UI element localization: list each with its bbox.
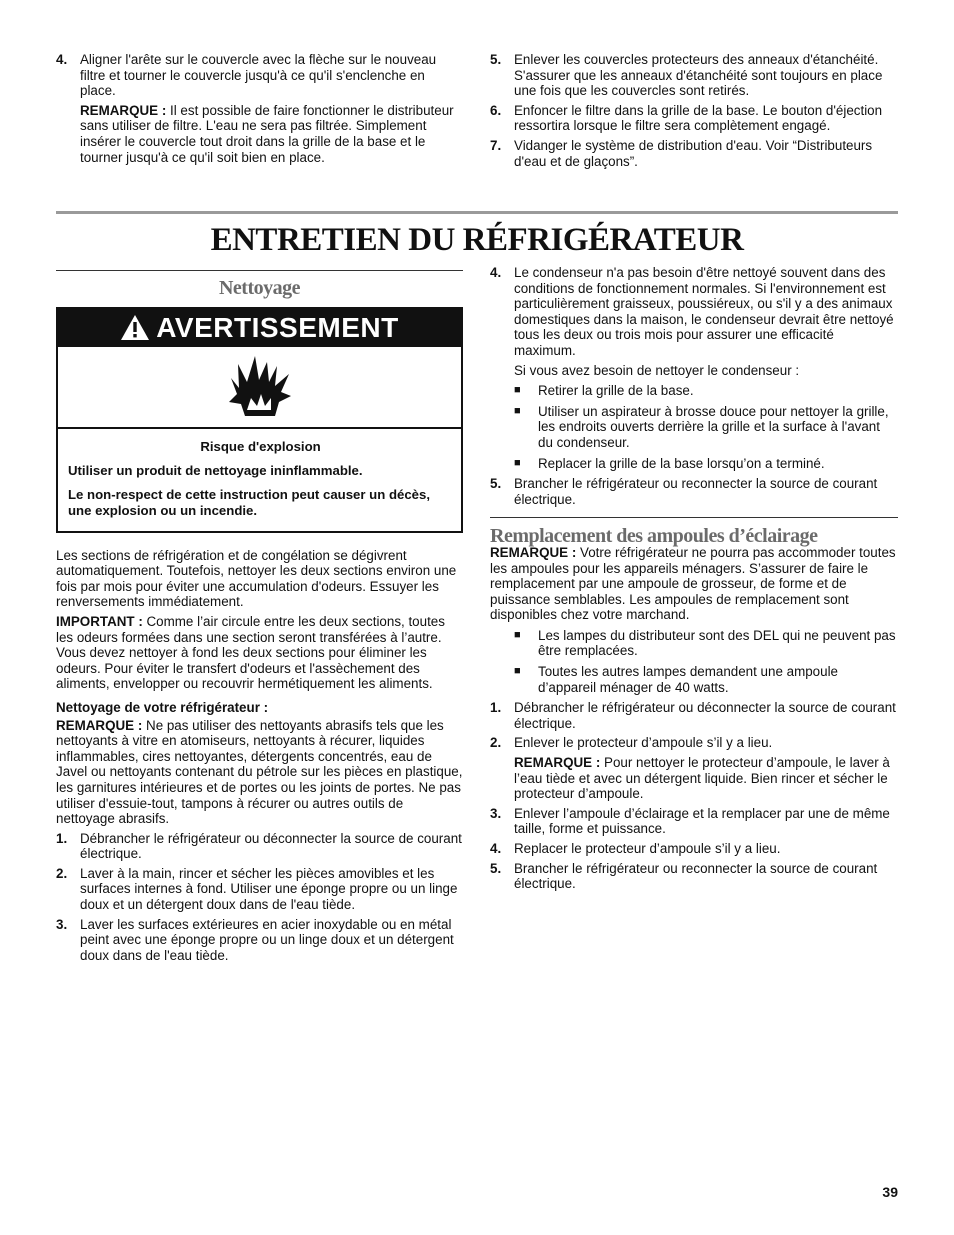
step-text: Débrancher le réfrigérateur ou déconnecter la source de courant électrique. [80,830,462,862]
step-item [490,841,898,857]
note-text: Il est possible de faire fonctionner le distributeur sans utiliser de filtre. L'eau ne sera pas filtrée. Simplement insérer le couvercle tout droit dans la grille de la base et le tourner jusqu'à ce qu'il soit bien en place. [80,102,454,165]
note-label: REMARQUE : [80,102,167,118]
list-item [490,664,898,695]
step-item [56,866,463,913]
step-item [56,917,463,964]
note-text: Votre réfrigérateur ne pourra pas accommoder toutes les ampoules pour les appareils ménagers. S’assurer de faire le remplacement par une ampoule de grosseur, de forme et de puissance semblables. Les ampoules de remplacement sont disponibles chez votre marchand. [490,544,896,623]
step-item [490,700,898,731]
step-text: Laver à la main, rincer et sécher les pièces amovibles et les surfaces internes à fond. Utiliser une éponge propre ou un linge doux et un détergent doux dans de l'eau tiède. [80,865,458,913]
note-label: REMARQUE : [490,544,577,560]
step-number: 5. [490,860,502,876]
step-item [490,138,898,169]
warning-text [58,429,461,531]
bullet-text: Utiliser un aspirateur à brosse douce pour nettoyer la grille, les endroits ouverts derrière la grille et la surface à l'avant du condenseur. [538,403,889,450]
warning-label: AVERTISSEMENT [156,311,399,343]
right-column [490,265,898,896]
warning-triangle-icon [120,314,150,341]
filter-note [56,103,462,165]
step-number: 5. [490,476,502,492]
explosion-icon [225,352,295,422]
step-text: Enlever le protecteur d’ampoule s’il y a lieu. [514,735,773,751]
note-text: Ne pas utiliser des nettoyants abrasifs tels que les nettoyants à vitre en atomiseurs, nettoyants à récurer, liquides inflammables, cires nettoyantes, détergents concentrés, eau de Javel ou nettoyants contenant du pétrole sur les pièces en plastique, les garnitures intérieures et de portes ou les joints de portes. Ne pas utiliser d'essuie-tout, tampons à récurer ou autres outils de nettoyage abrasifs. [56,717,463,827]
step-number: 7. [490,137,502,153]
page-number: 39 [882,1184,898,1200]
bullet-text: Replacer la grille de la base lorsqu’on a terminé. [538,455,825,471]
step-number: 1. [490,700,502,716]
step-item [490,52,898,99]
step-number: 5. [490,52,502,67]
step-text: Enlever l’ampoule d’éclairage et la remplacer par une de même taille, forme et puissance. [514,805,890,837]
cleaning-subhead: Nettoyage de votre réfrigérateur : [56,699,269,715]
step-text: Brancher le réfrigérateur ou reconnecter la source de courant électrique. [514,860,878,892]
step-number: 2. [490,735,502,751]
section-title-nettoyage: Nettoyage [218,277,301,299]
important-paragraph [56,614,463,692]
warning-line-2: Le non-respect de cette instruction peut causer un décès, une explosion ou un incendie. [68,486,431,518]
step-item [490,476,898,507]
explosion-icon-row [58,347,461,429]
section-rule [490,517,898,518]
condenser-subtext: Si vous avez besoin de nettoyer le condenseur : [514,362,800,378]
page-title: ENTRETIEN DU RÉFRIGÉRATEUR [210,222,744,258]
section-title-ampoules: Remplacement des ampoules d’éclairage [490,525,818,548]
bulb-note [490,545,898,623]
step-item [490,806,898,837]
step-item [490,103,898,134]
step-number: 3. [490,805,502,821]
step-text: Enfoncer le filtre dans la grille de la base. Le bouton d'éjection ressortira lorsque le filtre sera complètement engagé. [514,102,883,134]
square-bullet-icon: ■ [514,456,521,469]
step-text: Le condenseur n'a pas besoin d'être nettoyé souvent dans des conditions de fonctionnement normales. Si l'environnement est particulièrement graisseux, poussiéreux, ou s'il y a des animaux domestiques dans la maison, le condenseur devrait être nettoyé tous les deux ou trois mois pour assurer une efficacité maximum. [514,265,894,358]
step-item [56,831,463,862]
warning-box [56,307,463,533]
intro-paragraph: Les sections de réfrigération et de congélation se dégivrent automatiquement. Toutefois, nettoyer les deux sections environ une fois par mois pour éviter une accumulation d'odeurs. Essuyer les renversements immédiatement. [56,547,457,610]
step-text: Replacer le protecteur d’ampoule s’il y a lieu. [514,841,781,856]
step-text: Enlever les couvercles protecteurs des anneaux d'étanchéité. S'assurer que les anneaux d'étanchéité sont toujours en place une fois que les couvercles sont retirés. [514,52,883,99]
warning-line-1: Utiliser un produit de nettoyage ininflammable. [68,462,363,478]
section-rule [56,270,463,271]
step-number: 2. [56,865,68,881]
top-left-column [56,52,462,169]
section-divider [56,211,898,214]
note-label: REMARQUE : [514,755,601,771]
bullet-text: Les lampes du distributeur sont des DEL qui ne peuvent pas être remplacées. [538,627,896,659]
step-item [490,735,898,751]
step-4-filter [56,52,462,99]
top-right-column [490,52,898,173]
note-text: Pour nettoyer le protecteur d’ampoule, le laver à l’eau tiède et avec un détergent liquide. Bien rincer et sécher le protecteur d’ampoule. [514,755,890,802]
note-label: REMARQUE : [56,717,143,733]
left-column [56,270,463,967]
important-label: IMPORTANT : [56,613,143,629]
list-item [490,456,898,472]
list-item [490,404,898,451]
step-number: 6. [490,102,502,118]
step-text: Aligner l'arête sur le couvercle avec la flèche sur le nouveau filtre et tourner le couvercle jusqu'à ce qu'il s'enclenche en place. [80,52,437,99]
step-number: 4. [490,841,502,856]
step-number: 4. [490,265,502,280]
cleaning-note [56,718,463,827]
warning-risk: Risque d'explosion [200,438,321,454]
list-item [490,383,898,399]
bullet-text: Toutes les autres lampes demandent une ampoule d’appareil ménager de 40 watts. [538,664,838,695]
step-2-note [490,755,898,802]
list-item [490,628,898,659]
step-text: Brancher le réfrigérateur ou reconnecter la source de courant électrique. [514,476,878,507]
step-number: 1. [56,830,68,846]
square-bullet-icon: ■ [514,404,521,417]
step-text: Laver les surfaces extérieures en acier inoxydable ou en métal peint avec une éponge propre ou un linge doux et un détergent doux dans de l'eau tiède. [80,916,454,963]
warning-header [58,309,461,347]
step-number: 4. [56,52,68,67]
step-text: Débrancher le réfrigérateur ou déconnecter la source de courant électrique. [514,700,896,731]
square-bullet-icon: ■ [514,665,521,678]
bullet-text: Retirer la grille de la base. [538,383,694,399]
important-text: Comme l’air circule entre les deux sections, toutes les odeurs formées dans une section seront transférées à l’autre. Vous devez nettoyer à fond les deux sections pour éliminer les odeurs. Pour éviter le transfert d'odeurs et l'assèchement des aliments, envelopper ou recouvrir hermétiquement les aliments. [56,613,445,692]
square-bullet-icon: ■ [514,384,521,397]
step-item [490,861,898,892]
square-bullet-icon: ■ [514,628,521,641]
step-4-condenser [490,265,898,359]
step-text: Vidanger le système de distribution d'eau. Voir “Distributeurs d'eau et de glaçons”. [514,137,873,169]
step-number: 3. [56,916,68,932]
